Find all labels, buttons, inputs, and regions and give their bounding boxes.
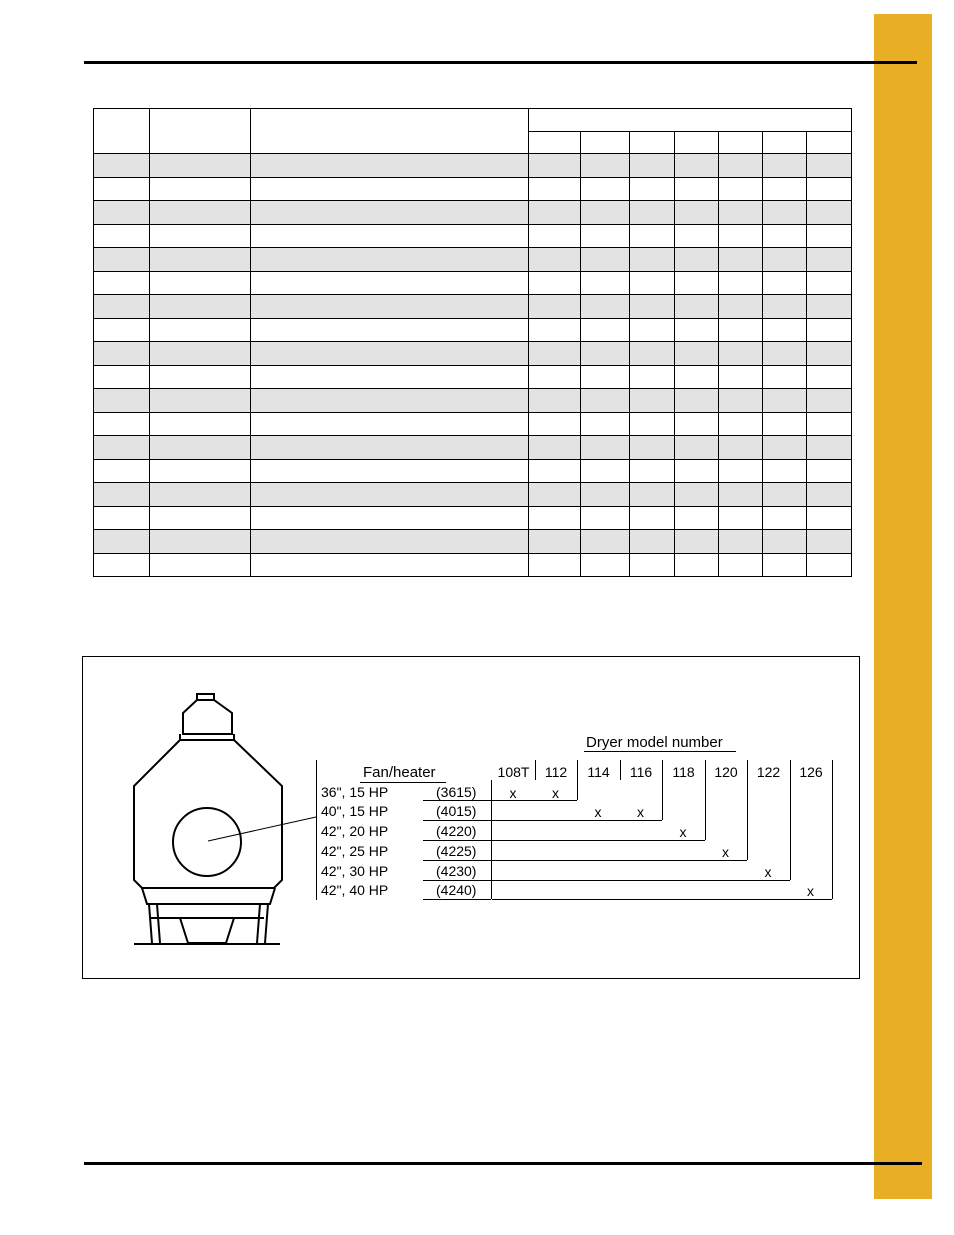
fan-size-label: 42", 30 HP <box>321 863 389 879</box>
row-bracket-line <box>492 840 705 841</box>
chart-title-underline <box>584 751 736 752</box>
model-number-label: 118 <box>672 764 695 780</box>
row-code-underline <box>423 860 491 861</box>
model-applies-mark: x <box>807 883 814 899</box>
model-column-divider <box>620 760 621 780</box>
model-number-label: 112 <box>544 764 568 780</box>
fan-size-label: 42", 20 HP <box>321 823 389 839</box>
row-bracket-riser <box>662 760 663 820</box>
fan-model-code: (4240) <box>436 882 477 898</box>
fan-heater-label: Fan/heater <box>363 764 436 781</box>
fan-model-code: (4230) <box>436 863 477 879</box>
model-applies-mark: x <box>679 824 687 840</box>
model-applies-mark: x <box>764 864 772 880</box>
fan-model-code: (4225) <box>436 843 477 859</box>
row-code-underline <box>423 880 491 881</box>
code-column-divider <box>491 780 492 899</box>
row-bracket-riser <box>790 760 791 880</box>
row-bracket-line <box>492 880 790 881</box>
model-applies-mark: x <box>637 804 644 820</box>
model-number-label: 108T <box>497 764 530 780</box>
model-number-label: 126 <box>799 764 823 780</box>
fan-size-label: 36", 15 HP <box>321 784 389 800</box>
label-column-divider <box>316 760 317 900</box>
model-number-label: 114 <box>587 764 610 780</box>
model-number-label: 120 <box>714 764 738 780</box>
fan-model-code: (4015) <box>436 803 477 819</box>
row-bracket-riser <box>747 760 748 860</box>
model-number-label: 122 <box>756 764 781 780</box>
row-bracket-riser <box>832 760 833 899</box>
row-bracket-line <box>492 800 577 801</box>
row-code-underline <box>423 840 491 841</box>
row-code-underline <box>423 820 491 821</box>
model-applies-mark: x <box>509 785 517 801</box>
fan-heater-underline <box>360 782 446 783</box>
model-applies-mark: x <box>722 844 729 860</box>
row-code-underline <box>423 800 491 801</box>
row-bracket-line <box>492 860 747 861</box>
row-bracket-riser <box>705 760 706 840</box>
fan-size-label: 40", 15 HP <box>321 803 389 819</box>
row-bracket-line <box>492 820 662 821</box>
fan-model-code: (4220) <box>436 823 477 839</box>
fan-model-code: (3615) <box>436 784 477 800</box>
model-number-label: 116 <box>629 764 653 780</box>
fan-size-label: 42", 25 HP <box>321 843 389 859</box>
fan-size-label: 42", 40 HP <box>321 882 389 898</box>
chart-title: Dryer model number <box>586 734 723 751</box>
model-column-divider <box>535 760 536 780</box>
model-applies-mark: x <box>552 785 559 801</box>
row-code-underline <box>423 899 491 900</box>
row-bracket-line <box>492 899 832 900</box>
model-applies-mark: x <box>594 804 602 820</box>
row-bracket-riser <box>577 760 578 800</box>
